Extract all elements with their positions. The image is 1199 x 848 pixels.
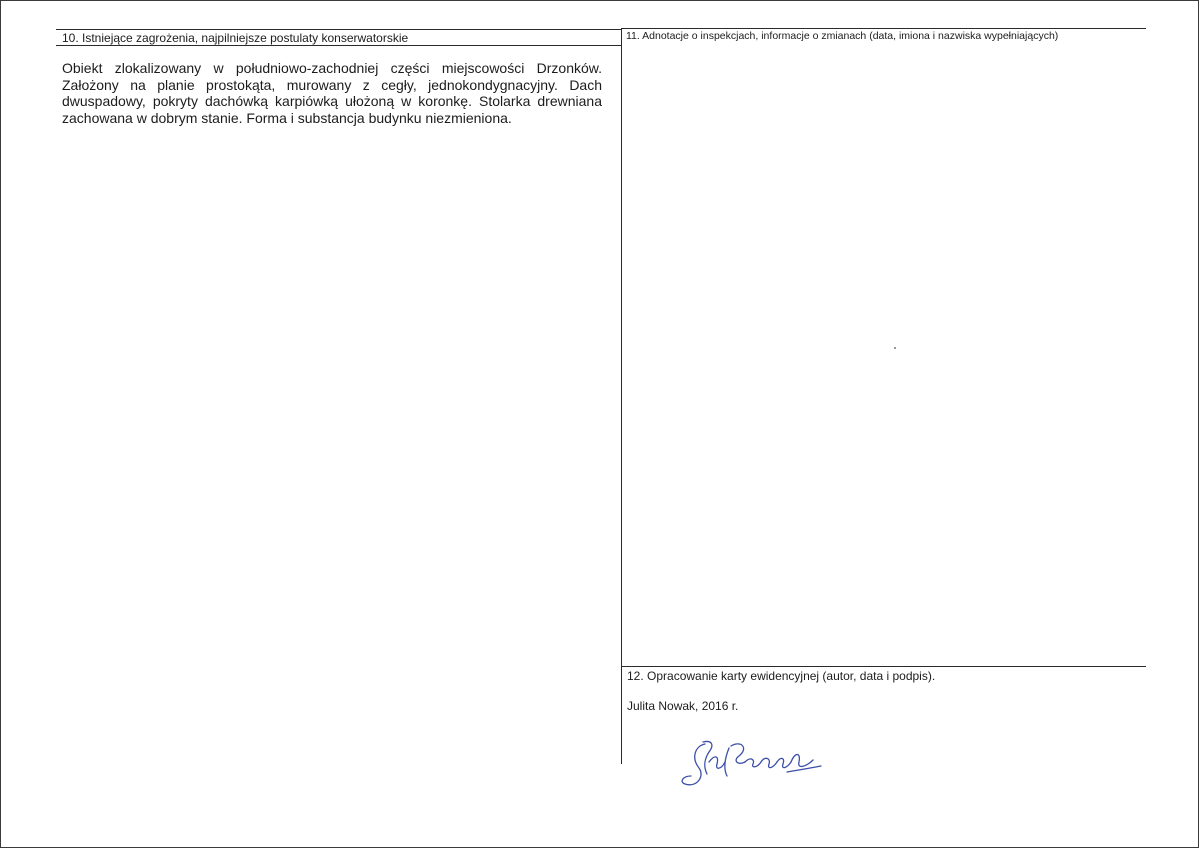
section-12-label: 12. Opracowanie karty ewidencyjnej (autor, data i podpis).: [627, 669, 936, 683]
handwritten-signature: [675, 732, 835, 792]
column-divider: [621, 28, 622, 764]
author-credit: Julita Nowak, 2016 r.: [627, 699, 739, 713]
section-12-top-rule: [621, 666, 1146, 667]
scan-speck: [894, 347, 896, 349]
section-10-top-rule: [56, 29, 621, 30]
section-10-text: Obiekt zlokalizowany w południowo-zachodniej części miejscowości Drzonków. Założony na planie prostokąta, murowany z cegły, jednokondygnacyjny. Dach dwuspadowy, pokryty dachówką karpiówką ułożoną w koronkę. Stolarka drewniana zachowana w dobrym stanie. Forma i substancja budynku niezmieniona.: [62, 60, 602, 126]
section-11-top-rule: [621, 28, 1146, 29]
section-11-label: 11. Adnotacje o inspekcjach, informacje o zmianach (data, imiona i nazwiska wypełniających): [626, 30, 1059, 42]
section-10-label: 10. Istniejące zagrożenia, najpilniejsze postulaty konserwatorskie: [62, 31, 409, 45]
section-10-header-rule: [56, 45, 621, 46]
